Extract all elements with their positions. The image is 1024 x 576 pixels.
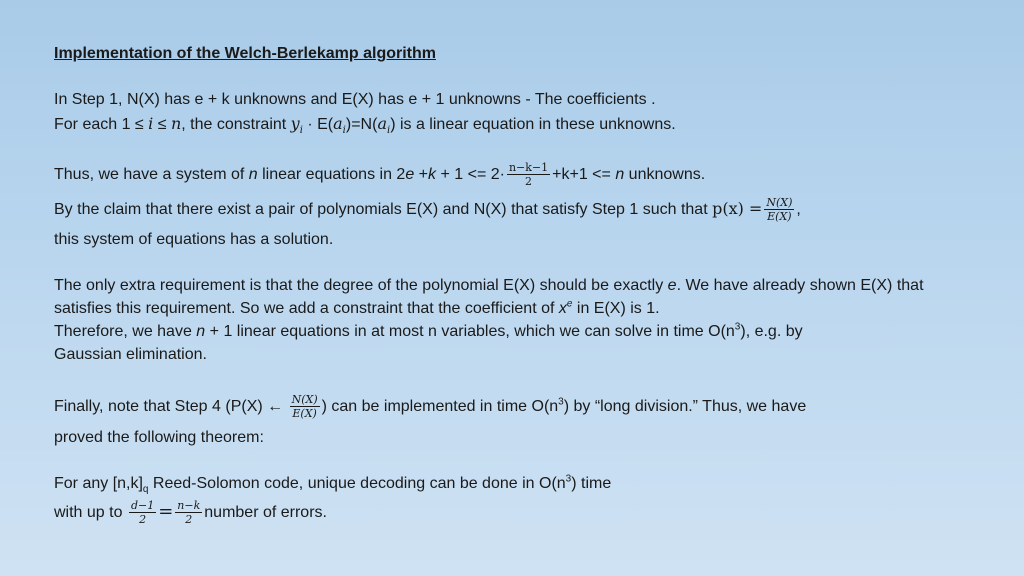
- paragraph-2-line-2: By the claim that there exist a pair of polynomials E(X) and N(X) that satisfy Step 1 such that p(x) = $\frac{N(X)}{E(X)}$ ,: [54, 196, 801, 224]
- paragraph-4-line-2: proved the following theorem:: [54, 429, 264, 446]
- paragraph-1-line-1: In Step 1, N(X) has e + k unknowns and E(X) has e + 1 unknowns - The coefficients .: [54, 91, 656, 108]
- fraction-n-over-e-step4: $\frac{N(X)}{E(X)}$: [291, 393, 318, 421]
- paragraph-3-line-2: satisfies this requirement. So we add a constraint that the coefficient of $x^e$ in E(X) is 1.: [54, 298, 660, 317]
- theorem-line-1: For any $[n,k]_q$ Reed-Solomon code, unique decoding can be done in $O(n^3)$ time: [54, 473, 612, 496]
- page-title: Implementation of the Welch-Berlekamp algorithm: [54, 45, 436, 62]
- paragraph-3-line-3: Therefore, we have n + 1 linear equations in at most n variables, which we can solve in time $O(n^3)$, e.g. by: [54, 321, 803, 340]
- paragraph-4-line-1: Finally, note that Step 4 (P(X) ← $\frac{N(X)}{E(X)}$ ) can be implemented in time $O(n^3)$ by “long division.” Thus, we have: [54, 393, 807, 421]
- paragraph-2-line-1: Thus, we have a system of n linear equations in 2e +k + 1 <= 2· $\frac{n-k-1}{2}$ +k+1 <= n unknowns.: [54, 161, 706, 189]
- theorem-line-2: with up to $\frac{d-1}{2}$ = $\frac{n-k}{2}$ number of errors.: [54, 499, 327, 527]
- fraction-d-1-over-2: $\frac{d-1}{2}$: [130, 499, 155, 527]
- fraction-n-k-1-over-2: $\frac{n-k-1}{2}$: [508, 161, 549, 189]
- paragraph-3-line-1: The only extra requirement is that the degree of the polynomial E(X) should be exactly e. We have already shown E(X) that: [54, 277, 924, 294]
- fraction-n-k-over-2: $\frac{n-k}{2}$: [177, 499, 201, 527]
- paragraph-3-line-4: Gaussian elimination.: [54, 346, 207, 363]
- fraction-n-over-e: $\frac{N(X)}{E(X)}$: [766, 196, 793, 224]
- paragraph-1-line-2: For each 1 ≤ i ≤ n, the constraint $y_i \cdot E(a_i)=N(a_i)$ is a linear equation in these unknowns.: [54, 114, 676, 137]
- paragraph-2-line-3: this system of equations has a solution.: [54, 231, 334, 248]
